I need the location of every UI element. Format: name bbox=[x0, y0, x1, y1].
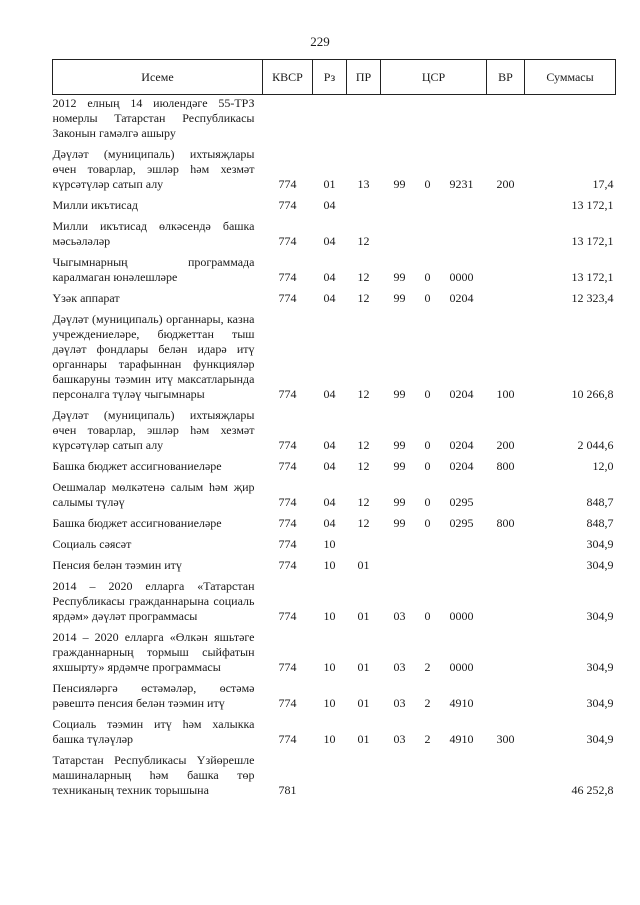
row-pr: 01 bbox=[357, 660, 370, 674]
table-row bbox=[53, 289, 616, 310]
row-vr bbox=[487, 556, 525, 577]
row-vr bbox=[487, 95, 525, 146]
row-rz: 04 bbox=[323, 459, 336, 473]
row-vr bbox=[487, 478, 525, 514]
row-pr: 12 bbox=[357, 459, 370, 473]
table-row bbox=[53, 628, 616, 679]
row-kvsr bbox=[263, 95, 313, 146]
row-pr: 01 bbox=[357, 732, 370, 746]
row-vr bbox=[487, 253, 525, 289]
row-kvsr: 774 bbox=[278, 537, 297, 551]
row-csr-subprogram: 0 bbox=[424, 177, 431, 191]
row-pr: 12 bbox=[357, 270, 370, 284]
row-csr-direction: 0204 bbox=[449, 387, 474, 401]
row-vr bbox=[487, 751, 525, 802]
table-row bbox=[53, 751, 616, 802]
row-sum: 2 044,6 bbox=[577, 438, 614, 452]
row-csr-subprogram bbox=[419, 751, 437, 802]
row-kvsr: 774 bbox=[278, 732, 297, 746]
row-name: 2014 – 2020 елларга «Татарстан Республикасы гражданнарына социаль ярдәм» дәүләт программасы bbox=[52, 579, 255, 623]
table-row bbox=[53, 478, 616, 514]
row-sum: 13 172,1 bbox=[571, 270, 614, 284]
row-csr-subprogram bbox=[419, 217, 437, 253]
row-csr-program bbox=[381, 95, 419, 146]
row-csr-program bbox=[381, 535, 419, 556]
row-rz: 10 bbox=[323, 537, 336, 551]
table-row bbox=[53, 679, 616, 715]
row-vr: 200 bbox=[496, 177, 515, 191]
table-row bbox=[53, 556, 616, 577]
row-rz: 04 bbox=[323, 270, 336, 284]
row-csr-direction: 0000 bbox=[449, 660, 474, 674]
row-csr-subprogram bbox=[419, 556, 437, 577]
row-kvsr: 774 bbox=[278, 516, 297, 530]
table-row bbox=[53, 406, 616, 457]
budget-table bbox=[52, 59, 616, 802]
row-vr bbox=[487, 628, 525, 679]
row-csr-subprogram: 0 bbox=[424, 291, 431, 305]
table-body bbox=[53, 95, 616, 803]
row-vr: 100 bbox=[496, 387, 515, 401]
row-rz: 04 bbox=[323, 234, 336, 248]
row-sum: 304,9 bbox=[586, 609, 614, 623]
table-row bbox=[53, 535, 616, 556]
page-number: 229 bbox=[310, 34, 330, 49]
row-rz: 04 bbox=[323, 387, 336, 401]
row-kvsr: 774 bbox=[278, 438, 297, 452]
row-kvsr: 774 bbox=[278, 177, 297, 191]
row-csr-direction bbox=[437, 535, 487, 556]
row-kvsr: 774 bbox=[278, 609, 297, 623]
row-csr-direction: 0000 bbox=[449, 270, 474, 284]
table-row bbox=[53, 514, 616, 535]
row-name: Татарстан Республикасы Үзйөрешле машиналарның һәм башка төр техниканың техник торышына bbox=[52, 753, 255, 797]
row-pr: 12 bbox=[357, 516, 370, 530]
row-csr-direction: 0000 bbox=[449, 609, 474, 623]
row-name: Пенсия белән тәэмин итү bbox=[52, 558, 182, 572]
row-csr-direction: 4910 bbox=[449, 732, 474, 746]
row-vr bbox=[487, 289, 525, 310]
row-pr: 01 bbox=[357, 696, 370, 710]
table-row bbox=[53, 457, 616, 478]
row-kvsr: 774 bbox=[278, 198, 297, 212]
row-sum: 848,7 bbox=[586, 495, 614, 509]
row-rz: 04 bbox=[323, 516, 336, 530]
row-csr-subprogram: 0 bbox=[424, 459, 431, 473]
row-csr-subprogram: 0 bbox=[424, 609, 431, 623]
row-name: Дәүләт (муниципаль) органнары, казна учреждениеләре, бюджеттан тыш дәүләт фондлары белән идарә итү органнары тарафыннан функцияләр башкаруны тәэмин итү максатларында персоналга түләү чыгымнары bbox=[52, 312, 255, 401]
row-kvsr: 774 bbox=[278, 558, 297, 572]
row-vr: 300 bbox=[496, 732, 515, 746]
row-pr: 01 bbox=[357, 609, 370, 623]
row-name: Дәүләт (муниципаль) ихтыяҗлары өчен товарлар, эшләр һәм хезмәт күрсәтүләр сатып алу bbox=[52, 408, 255, 452]
table-row bbox=[53, 196, 616, 217]
table-row bbox=[53, 310, 616, 406]
row-rz: 10 bbox=[323, 732, 336, 746]
row-csr-subprogram bbox=[419, 535, 437, 556]
row-kvsr: 774 bbox=[278, 696, 297, 710]
row-rz: 01 bbox=[323, 177, 336, 191]
row-sum: 10 266,8 bbox=[571, 387, 614, 401]
row-csr-program: 03 bbox=[393, 660, 406, 674]
row-name: 2012 елның 14 июлендәге 55-ТРЗ номерлы Татарстан Республикасы Законын гамәлгә ашыру bbox=[52, 96, 255, 140]
row-sum: 17,4 bbox=[592, 177, 614, 191]
row-csr-subprogram: 0 bbox=[424, 495, 431, 509]
row-rz: 10 bbox=[323, 696, 336, 710]
row-csr-program: 99 bbox=[393, 291, 406, 305]
row-pr bbox=[347, 535, 381, 556]
row-rz: 04 bbox=[323, 438, 336, 452]
row-kvsr: 781 bbox=[278, 783, 297, 797]
row-kvsr: 774 bbox=[278, 291, 297, 305]
header-pr: ПР bbox=[347, 60, 381, 95]
row-kvsr: 774 bbox=[278, 234, 297, 248]
header-rz: Рз bbox=[313, 60, 347, 95]
row-csr-direction: 9231 bbox=[449, 177, 474, 191]
row-pr: 01 bbox=[357, 558, 370, 572]
row-pr: 12 bbox=[357, 438, 370, 452]
row-csr-direction: 4910 bbox=[449, 696, 474, 710]
row-csr-subprogram bbox=[419, 196, 437, 217]
row-csr-direction: 0295 bbox=[449, 516, 474, 530]
table-row bbox=[53, 145, 616, 196]
row-csr-subprogram bbox=[419, 95, 437, 146]
row-vr bbox=[487, 535, 525, 556]
row-pr: 12 bbox=[357, 387, 370, 401]
row-csr-direction bbox=[437, 751, 487, 802]
row-csr-program bbox=[381, 217, 419, 253]
row-name: Башка бюджет ассигнованиеләре bbox=[52, 459, 222, 473]
row-vr bbox=[487, 196, 525, 217]
row-rz: 04 bbox=[323, 291, 336, 305]
row-pr: 12 bbox=[357, 234, 370, 248]
row-sum: 12 323,4 bbox=[571, 291, 614, 305]
row-kvsr: 774 bbox=[278, 495, 297, 509]
row-sum bbox=[525, 95, 616, 146]
row-kvsr: 774 bbox=[278, 387, 297, 401]
row-pr bbox=[347, 751, 381, 802]
row-csr-program: 03 bbox=[393, 696, 406, 710]
row-csr-program: 03 bbox=[393, 609, 406, 623]
row-sum: 304,9 bbox=[586, 558, 614, 572]
row-csr-program: 99 bbox=[393, 459, 406, 473]
table-row bbox=[53, 577, 616, 628]
row-csr-subprogram: 0 bbox=[424, 387, 431, 401]
row-name: Милли икътисад өлкәсендә башка мәсьәләләр bbox=[52, 219, 255, 248]
row-csr-direction bbox=[437, 217, 487, 253]
row-name: Башка бюджет ассигнованиеләре bbox=[52, 516, 222, 530]
row-sum: 46 252,8 bbox=[571, 783, 614, 797]
header-vr: ВР bbox=[487, 60, 525, 95]
header-sum: Суммасы bbox=[525, 60, 616, 95]
row-name: Социаль сәясәт bbox=[52, 537, 132, 551]
row-sum: 304,9 bbox=[586, 660, 614, 674]
row-csr-direction bbox=[437, 95, 487, 146]
row-name: Социаль тәэмин итү һәм халыкка башка түләүләр bbox=[52, 717, 255, 746]
row-csr-program: 99 bbox=[393, 516, 406, 530]
row-pr bbox=[347, 196, 381, 217]
row-sum: 304,9 bbox=[586, 696, 614, 710]
row-kvsr: 774 bbox=[278, 270, 297, 284]
row-pr bbox=[347, 95, 381, 146]
row-rz: 04 bbox=[323, 198, 336, 212]
row-csr-direction: 0204 bbox=[449, 459, 474, 473]
row-csr-subprogram: 2 bbox=[424, 660, 431, 674]
row-csr-direction: 0204 bbox=[449, 291, 474, 305]
row-sum: 848,7 bbox=[586, 516, 614, 530]
table-header bbox=[53, 60, 616, 95]
row-csr-direction bbox=[437, 556, 487, 577]
row-csr-program: 03 bbox=[393, 732, 406, 746]
row-vr bbox=[487, 577, 525, 628]
row-vr bbox=[487, 679, 525, 715]
row-vr: 200 bbox=[496, 438, 515, 452]
row-vr: 800 bbox=[496, 459, 515, 473]
row-rz: 10 bbox=[323, 558, 336, 572]
row-csr-subprogram: 2 bbox=[424, 696, 431, 710]
row-kvsr: 774 bbox=[278, 660, 297, 674]
table-row bbox=[53, 715, 616, 751]
row-csr-program: 99 bbox=[393, 495, 406, 509]
row-name: Милли икътисад bbox=[52, 198, 139, 212]
row-name: Чыгымнарның программада каралмаган юнәлешләре bbox=[52, 255, 255, 284]
row-name: Үзәк аппарат bbox=[52, 291, 120, 305]
row-csr-program: 99 bbox=[393, 387, 406, 401]
row-vr: 800 bbox=[496, 516, 515, 530]
row-rz bbox=[313, 95, 347, 146]
header-name: Исеме bbox=[53, 60, 263, 95]
row-rz: 04 bbox=[323, 495, 336, 509]
row-csr-direction: 0204 bbox=[449, 438, 474, 452]
row-csr-program bbox=[381, 751, 419, 802]
row-rz: 10 bbox=[323, 609, 336, 623]
row-csr-subprogram: 2 bbox=[424, 732, 431, 746]
table-row bbox=[53, 253, 616, 289]
row-vr bbox=[487, 217, 525, 253]
row-sum: 13 172,1 bbox=[571, 234, 614, 248]
row-pr: 13 bbox=[357, 177, 370, 191]
row-name: Оешмалар мөлкәтенә салым һәм җир салымы түләү bbox=[52, 480, 255, 509]
row-csr-program bbox=[381, 556, 419, 577]
row-rz: 10 bbox=[323, 660, 336, 674]
row-sum: 304,9 bbox=[586, 537, 614, 551]
row-pr: 12 bbox=[357, 495, 370, 509]
row-csr-subprogram: 0 bbox=[424, 438, 431, 452]
table-row bbox=[53, 217, 616, 253]
row-csr-program bbox=[381, 196, 419, 217]
row-csr-direction: 0295 bbox=[449, 495, 474, 509]
row-sum: 304,9 bbox=[586, 732, 614, 746]
row-sum: 12,0 bbox=[592, 459, 614, 473]
row-rz bbox=[313, 751, 347, 802]
row-csr-program: 99 bbox=[393, 177, 406, 191]
row-csr-direction bbox=[437, 196, 487, 217]
row-name: 2014 – 2020 елларга «Өлкән яшьтәге гражданнарның тормыш сыйфатын яхшырту» ярдәмче программасы bbox=[52, 630, 255, 674]
header-csr: ЦСР bbox=[381, 60, 487, 95]
row-kvsr: 774 bbox=[278, 459, 297, 473]
row-name: Пенсияләргә өстәмәләр, өстәмә рәвештә пенсия белән тәэмин итү bbox=[52, 681, 255, 710]
row-csr-program: 99 bbox=[393, 270, 406, 284]
row-name: Дәүләт (муниципаль) ихтыяҗлары өчен товарлар, эшләр һәм хезмәт күрсәтүләр сатып алу bbox=[52, 147, 255, 191]
row-csr-subprogram: 0 bbox=[424, 270, 431, 284]
row-sum: 13 172,1 bbox=[571, 198, 614, 212]
table-row bbox=[53, 95, 616, 146]
row-pr: 12 bbox=[357, 291, 370, 305]
row-csr-subprogram: 0 bbox=[424, 516, 431, 530]
row-csr-program: 99 bbox=[393, 438, 406, 452]
header-kvsr: КВСР bbox=[263, 60, 313, 95]
